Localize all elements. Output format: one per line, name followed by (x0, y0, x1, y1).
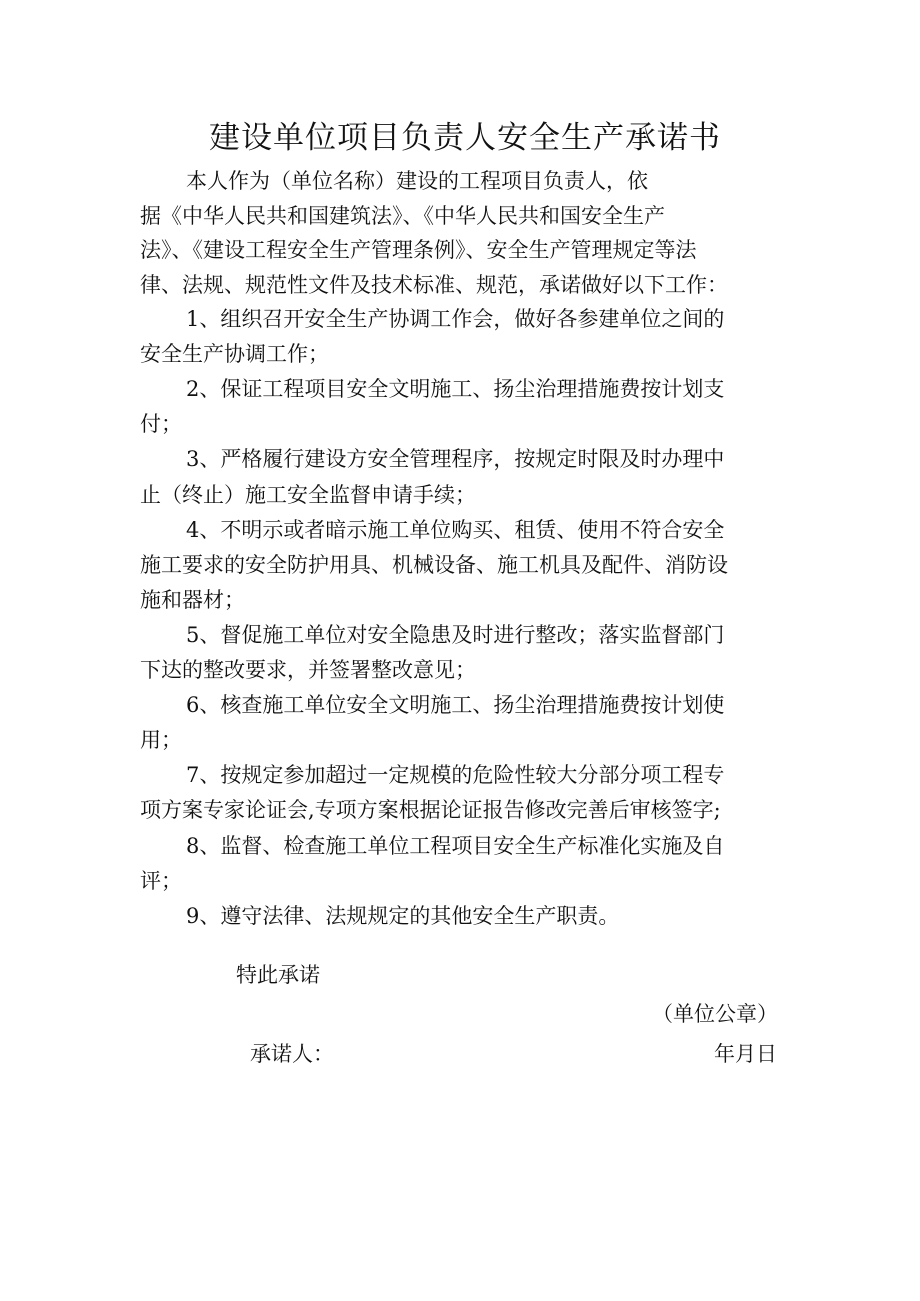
item-5-line: 5、督促施工单位对安全隐患及时进行整改；落实监督部门 (186, 623, 725, 647)
item-6-line: 6、核查施工单位安全文明施工、扬尘治理措施费按计划使 (186, 693, 725, 717)
intro-line: 律、法规、规范性文件及技术标准、规范，承诺做好以下工作： (140, 273, 728, 297)
item-7-line: 7、按规定参加超过一定规模的危险性较大分部分项工程专 (186, 763, 725, 787)
item-8-line: 评； (140, 869, 182, 893)
item-4-line: 施和器材； (140, 588, 245, 612)
item-2-line: 2、保证工程项目安全文明施工、扬尘治理措施费按计划支 (186, 377, 725, 401)
intro-line: 本人作为（单位名称）建设的工程项目负责人，依 (186, 169, 648, 193)
intro-line: 据《中华人民共和国建筑法》、《中华人民共和国安全生产 (140, 204, 665, 228)
item-2-line: 付； (140, 412, 182, 436)
item-9-line: 9、遵守法律、法规规定的其他安全生产职责。 (186, 904, 620, 928)
item-1-line: 1、组织召开安全生产协调工作会，做好各参建单位之间的 (186, 307, 725, 331)
item-7-line: 项方案专家论证会,专项方案根据论证报告修改完善后审核签字; (140, 798, 721, 822)
seal-label: （单位公章） (652, 1002, 778, 1026)
intro-line: 法》、《建设工程安全生产管理条例》、安全生产管理规定等法 (140, 238, 697, 262)
item-6-line: 用； (140, 728, 182, 752)
date-label: 年月日 (714, 1042, 777, 1066)
item-4-line: 4、不明示或者暗示施工单位购买、租赁、使用不符合安全 (186, 518, 725, 542)
item-3-line: 3、严格履行建设方安全管理程序，按规定时限及时办理中 (186, 447, 725, 471)
item-5-line: 下达的整改要求，并签署整改意见； (140, 658, 476, 682)
item-3-line: 止（终止）施工安全监督申请手续； (140, 483, 476, 507)
closing-statement: 特此承诺 (236, 963, 320, 987)
item-8-line: 8、监督、检查施工单位工程项目安全生产标准化实施及自 (186, 834, 725, 858)
promisor-label: 承诺人： (250, 1042, 334, 1066)
item-4-line: 施工要求的安全防护用具、机械设备、施工机具及配件、消防设 (140, 553, 728, 577)
document-title: 建设单位项目负责人安全生产承诺书 (209, 120, 721, 156)
item-1-line: 安全生产协调工作； (140, 342, 329, 366)
